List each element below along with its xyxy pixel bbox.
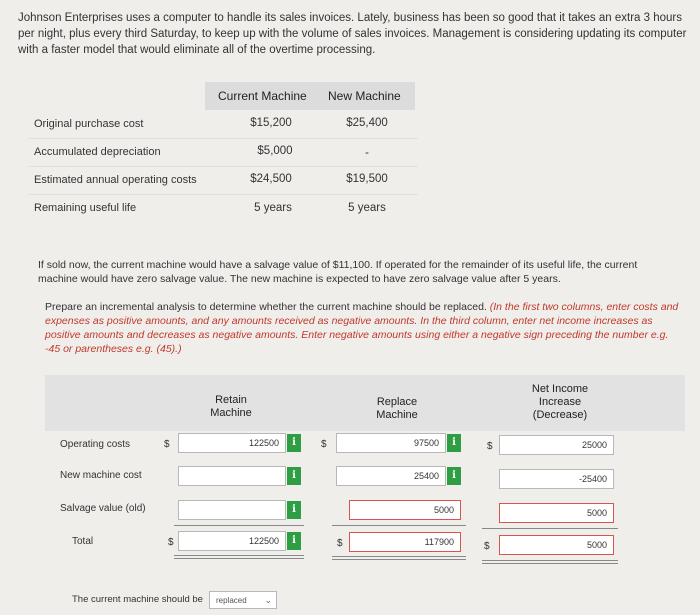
total-double-line [482,560,618,564]
currency-symbol: $ [337,538,343,549]
retain-newmachine-input[interactable] [178,466,286,486]
conclusion-select[interactable] [209,591,277,609]
current-value: $15,200 [250,117,292,129]
net-salvage-input[interactable]: 5000 [499,503,614,523]
conclusion-label: The current machine should be [72,594,203,605]
net-header-line: (Decrease) [532,409,588,421]
total-double-line [174,555,304,559]
net-header-line: Net Income [531,383,589,395]
retain-header-line: Retain [215,394,247,406]
replace-newmachine-input[interactable]: 25400 [336,466,446,486]
net-header-line: Increase [538,396,582,408]
replace-header-line: Machine [376,409,418,421]
info-icon[interactable]: i [287,532,301,550]
currency-symbol: $ [487,441,493,452]
chevron-down-icon: ⌄ [264,595,272,605]
instructions-note: (In the first two columns, enter costs and expenses as positive amounts, and any amounts received as negative amounts. In the third column, enter net income increases as positive amounts and decreases as negative amounts. Enter negative amounts using either a negative sign preceding the number e.g. -45 or parentheses e.g. (45).) [45,301,679,355]
currency-symbol: $ [484,541,490,552]
replace-total-input[interactable]: 117900 [349,532,461,552]
net-header [520,383,600,422]
retain-header [196,394,266,420]
info-icon[interactable]: i [287,501,301,519]
replace-salvage-input[interactable]: 5000 [349,500,461,520]
replace-operating-input[interactable]: 97500 [336,433,446,453]
replace-header-line: Replace [376,396,418,408]
row-divider [28,166,418,167]
comparison-row-label: Estimated annual operating costs [34,174,197,186]
analysis-row-label: Salvage value (old) [60,503,146,514]
retain-header-line: Machine [210,407,252,419]
new-value: $19,500 [346,173,388,185]
comparison-row-label: Remaining useful life [34,202,137,214]
new-value: - [365,147,369,159]
analysis-row-label: Total [72,536,94,547]
current-value: $5,000 [257,145,293,157]
analysis-row-label: Operating costs [60,439,131,450]
retain-total-input[interactable]: 122500 [178,531,286,551]
currency-symbol: $ [321,439,327,450]
subtotal-line [332,525,466,526]
replace-header [362,396,432,422]
total-double-line [332,556,466,560]
net-operating-input[interactable]: 25000 [499,435,614,455]
problem-intro: Johnson Enterprises uses a computer to handle its sales invoices. Lately, business has been so good that it takes an extra 3 hours per night, plus every third Saturday, to keep up with the volume of sales invoices. Management is considering updating its computer with a faster model that would eliminate all of the overtime processing. [18,12,687,56]
instructions-main: Prepare an incremental analysis to determine whether the current machine should be replaced. [45,301,487,313]
salvage-paragraph: If sold now, the current machine would have a salvage value of $11,100. If operated for the remainder of its useful life, the current machine would have zero salvage value. The new machine is expected to have zero salvage value after 5 years. [38,259,638,285]
net-newmachine-input[interactable]: -25400 [499,469,614,489]
current-machine-header: Current Machine [218,89,307,103]
new-value: 5 years [348,202,386,214]
current-value: 5 years [254,202,292,214]
row-divider [28,138,418,139]
comparison-row-label: Original purchase cost [34,118,144,130]
subtotal-line [174,525,304,526]
info-icon[interactable]: i [447,434,461,452]
retain-operating-input[interactable]: 122500 [178,433,286,453]
analysis-row-label: New machine cost [60,470,142,481]
currency-symbol: $ [164,439,170,450]
info-icon[interactable]: i [447,467,461,485]
current-value: $24,500 [250,173,292,185]
instructions-paragraph [45,300,685,356]
info-icon[interactable]: i [287,434,301,452]
row-divider [28,194,418,195]
new-machine-header: New Machine [328,89,401,103]
currency-symbol: $ [168,537,174,548]
conclusion-selected-value: replaced [216,596,247,605]
subtotal-line [482,528,618,529]
new-value: $25,400 [346,117,388,129]
info-icon[interactable]: i [287,467,301,485]
net-total-input[interactable]: 5000 [499,535,614,555]
comparison-row-label: Accumulated depreciation [34,146,161,158]
retain-salvage-input[interactable] [178,500,286,520]
